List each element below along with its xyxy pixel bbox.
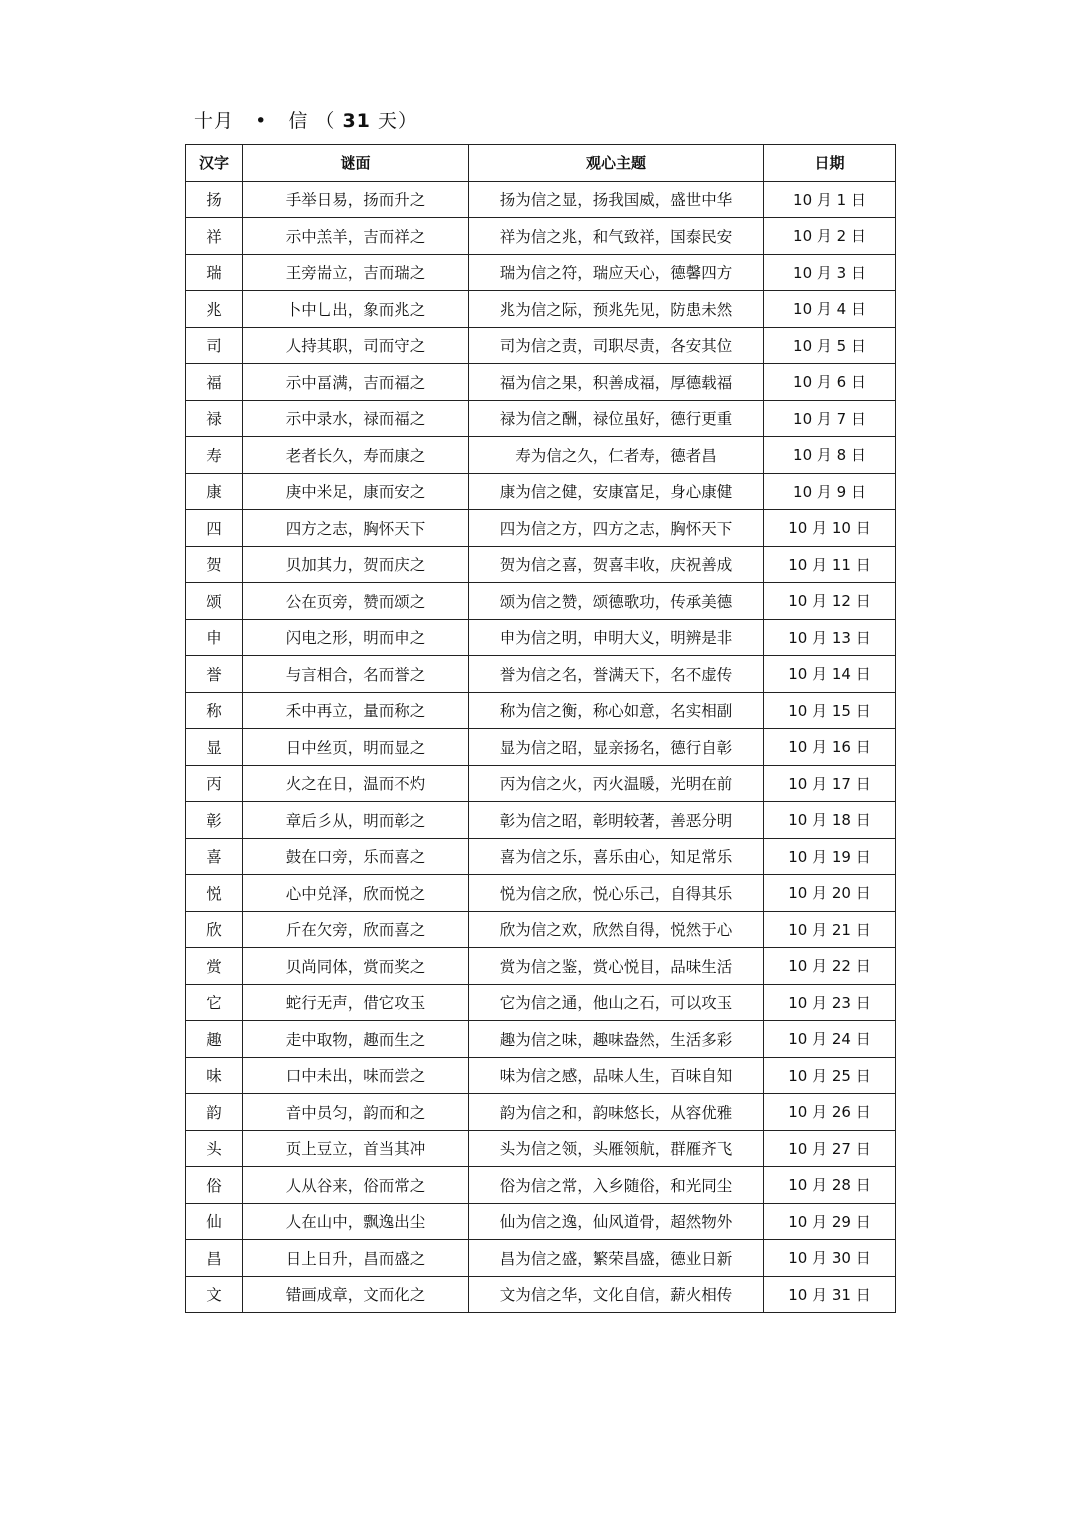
cell-riddle: 庚中米足，康而安之 [243, 473, 469, 510]
cell-date: 10 月 16 日 [764, 729, 896, 766]
cell-theme: 丙为信之火，丙火温暖，光明在前 [469, 765, 764, 802]
cell-character: 俗 [186, 1167, 243, 1204]
table-row [186, 1203, 896, 1240]
cell-theme: 昌为信之盛，繁荣昌盛，德业日新 [469, 1240, 764, 1277]
cell-date: 10 月 28 日 [764, 1167, 896, 1204]
cell-date: 10 月 17 日 [764, 765, 896, 802]
cell-character: 兆 [186, 291, 243, 328]
cell-theme: 俗为信之常，入乡随俗，和光同尘 [469, 1167, 764, 1204]
table-row [186, 400, 896, 437]
table-row [186, 254, 896, 291]
cell-riddle: 人从谷来，俗而常之 [243, 1167, 469, 1204]
cell-theme: 禄为信之酬，禄位虽好，德行更重 [469, 400, 764, 437]
cell-character: 味 [186, 1057, 243, 1094]
cell-riddle: 示中羔羊，吉而祥之 [243, 218, 469, 255]
cell-date: 10 月 14 日 [764, 656, 896, 693]
cell-date: 10 月 7 日 [764, 400, 896, 437]
title-open-paren: （ [315, 110, 336, 132]
header-date: 日期 [764, 145, 896, 182]
cell-character: 头 [186, 1130, 243, 1167]
cell-theme: 仙为信之逸，仙风道骨，超然物外 [469, 1203, 764, 1240]
cell-date: 10 月 1 日 [764, 181, 896, 218]
cell-theme: 欣为信之欢，欣然自得，悦然于心 [469, 911, 764, 948]
cell-character: 彰 [186, 802, 243, 839]
cell-character: 扬 [186, 181, 243, 218]
table-row [186, 546, 896, 583]
cell-riddle: 老者长久，寿而康之 [243, 437, 469, 474]
title-theme-char: 信 [288, 110, 309, 132]
cell-theme: 贺为信之喜，贺喜丰收，庆祝善成 [469, 546, 764, 583]
cell-riddle: 人在山中，飘逸出尘 [243, 1203, 469, 1240]
cell-date: 10 月 13 日 [764, 619, 896, 656]
table-body [186, 181, 896, 1313]
cell-character: 仙 [186, 1203, 243, 1240]
cell-character: 显 [186, 729, 243, 766]
table-row [186, 875, 896, 912]
cell-character: 祥 [186, 218, 243, 255]
cell-riddle: 贝尚同体，赏而奖之 [243, 948, 469, 985]
cell-date: 10 月 5 日 [764, 327, 896, 364]
table-row [186, 473, 896, 510]
cell-riddle: 闪电之形，明而申之 [243, 619, 469, 656]
table-row [186, 802, 896, 839]
cell-theme: 趣为信之味，趣味盎然，生活多彩 [469, 1021, 764, 1058]
cell-character: 欣 [186, 911, 243, 948]
table-row [186, 984, 896, 1021]
cell-date: 10 月 27 日 [764, 1130, 896, 1167]
cell-theme: 头为信之领，头雁领航，群雁齐飞 [469, 1130, 764, 1167]
table-row [186, 765, 896, 802]
table-row [186, 1094, 896, 1131]
cell-riddle: 日上日升，昌而盛之 [243, 1240, 469, 1277]
cell-riddle: 错画成章，文而化之 [243, 1276, 469, 1313]
cell-date: 10 月 10 日 [764, 510, 896, 547]
table-row [186, 437, 896, 474]
cell-theme: 司为信之责，司职尽责，各安其位 [469, 327, 764, 364]
cell-riddle: 禾中再立，量而称之 [243, 692, 469, 729]
cell-date: 10 月 12 日 [764, 583, 896, 620]
cell-date: 10 月 18 日 [764, 802, 896, 839]
cell-riddle: 手举日易，扬而升之 [243, 181, 469, 218]
cell-theme: 赏为信之鉴，赏心悦目，品味生活 [469, 948, 764, 985]
cell-character: 它 [186, 984, 243, 1021]
cell-date: 10 月 9 日 [764, 473, 896, 510]
cell-date: 10 月 24 日 [764, 1021, 896, 1058]
cell-theme: 颂为信之赞，颂德歌功，传承美德 [469, 583, 764, 620]
cell-character: 悦 [186, 875, 243, 912]
cell-theme: 味为信之感，品味人生，百味自知 [469, 1057, 764, 1094]
cell-theme: 它为信之通，他山之石，可以攻玉 [469, 984, 764, 1021]
title-days-number: 31 [342, 110, 371, 132]
page-title [194, 106, 418, 136]
table-row [186, 583, 896, 620]
cell-character: 趣 [186, 1021, 243, 1058]
cell-riddle: 人持其职，司而守之 [243, 327, 469, 364]
table-row [186, 948, 896, 985]
cell-theme: 悦为信之欣，悦心乐己，自得其乐 [469, 875, 764, 912]
table-row [186, 1240, 896, 1277]
title-days-unit: 天） [377, 110, 418, 132]
cell-character: 誉 [186, 656, 243, 693]
cell-date: 10 月 26 日 [764, 1094, 896, 1131]
title-separator: • [255, 110, 268, 132]
cell-date: 10 月 31 日 [764, 1276, 896, 1313]
table-row [186, 729, 896, 766]
header-riddle: 谜面 [243, 145, 469, 182]
title-month: 十月 [194, 110, 235, 132]
table-row [186, 510, 896, 547]
cell-date: 10 月 23 日 [764, 984, 896, 1021]
cell-date: 10 月 30 日 [764, 1240, 896, 1277]
cell-date: 10 月 11 日 [764, 546, 896, 583]
cell-riddle: 卜中乚出，象而兆之 [243, 291, 469, 328]
table-row [186, 1130, 896, 1167]
cell-date: 10 月 3 日 [764, 254, 896, 291]
cell-date: 10 月 29 日 [764, 1203, 896, 1240]
cell-date: 10 月 2 日 [764, 218, 896, 255]
table-row [186, 656, 896, 693]
table-row [186, 1057, 896, 1094]
cell-riddle: 示中畐满，吉而福之 [243, 364, 469, 401]
cell-riddle: 页上豆立，首当其冲 [243, 1130, 469, 1167]
cell-character: 禄 [186, 400, 243, 437]
cell-character: 昌 [186, 1240, 243, 1277]
table-row [186, 619, 896, 656]
table-row [186, 1021, 896, 1058]
cell-riddle: 王旁耑立，吉而瑞之 [243, 254, 469, 291]
cell-riddle: 斤在欠旁，欣而喜之 [243, 911, 469, 948]
cell-character: 丙 [186, 765, 243, 802]
cell-character: 申 [186, 619, 243, 656]
table-row [186, 364, 896, 401]
cell-riddle: 心中兑泽，欣而悦之 [243, 875, 469, 912]
cell-character: 颂 [186, 583, 243, 620]
cell-riddle: 蛇行无声，借它攻玉 [243, 984, 469, 1021]
cell-theme: 申为信之明，申明大义，明辨是非 [469, 619, 764, 656]
cell-riddle: 日中丝页，明而显之 [243, 729, 469, 766]
cell-date: 10 月 22 日 [764, 948, 896, 985]
table-row [186, 181, 896, 218]
table-row [186, 911, 896, 948]
cell-date: 10 月 6 日 [764, 364, 896, 401]
header-character: 汉字 [186, 145, 243, 182]
cell-character: 韵 [186, 1094, 243, 1131]
cell-theme: 彰为信之昭，彰明较著，善恶分明 [469, 802, 764, 839]
cell-character: 四 [186, 510, 243, 547]
cell-theme: 韵为信之和，韵味悠长，从容优雅 [469, 1094, 764, 1131]
cell-theme: 扬为信之显，扬我国威，盛世中华 [469, 181, 764, 218]
cell-theme: 兆为信之际，预兆先见，防患未然 [469, 291, 764, 328]
header-theme: 观心主题 [469, 145, 764, 182]
cell-riddle: 鼓在口旁，乐而喜之 [243, 838, 469, 875]
cell-date: 10 月 21 日 [764, 911, 896, 948]
cell-theme: 文为信之华，文化自信，薪火相传 [469, 1276, 764, 1313]
cell-riddle: 四方之志，胸怀天下 [243, 510, 469, 547]
table-row [186, 291, 896, 328]
cell-character: 司 [186, 327, 243, 364]
cell-riddle: 走中取物，趣而生之 [243, 1021, 469, 1058]
cell-character: 贺 [186, 546, 243, 583]
table-row [186, 327, 896, 364]
table-row [186, 218, 896, 255]
cell-theme: 誉为信之名，誉满天下，名不虚传 [469, 656, 764, 693]
cell-theme: 祥为信之兆，和气致祥，国泰民安 [469, 218, 764, 255]
cell-date: 10 月 20 日 [764, 875, 896, 912]
cell-character: 康 [186, 473, 243, 510]
cell-riddle: 贝加其力，贺而庆之 [243, 546, 469, 583]
cell-theme: 康为信之健，安康富足，身心康健 [469, 473, 764, 510]
table-row [186, 1167, 896, 1204]
table-header-row [186, 145, 896, 182]
cell-character: 寿 [186, 437, 243, 474]
cell-riddle: 与言相合，名而誉之 [243, 656, 469, 693]
cell-riddle: 公在页旁，赞而颂之 [243, 583, 469, 620]
cell-riddle: 音中员匀，韵而和之 [243, 1094, 469, 1131]
cell-theme: 显为信之昭，显亲扬名，德行自彰 [469, 729, 764, 766]
cell-riddle: 示中录水，禄而福之 [243, 400, 469, 437]
cell-theme: 称为信之衡，称心如意，名实相副 [469, 692, 764, 729]
table-row [186, 838, 896, 875]
cell-character: 称 [186, 692, 243, 729]
cell-riddle: 章后彡从，明而彰之 [243, 802, 469, 839]
cell-theme: 福为信之果，积善成福，厚德载福 [469, 364, 764, 401]
october-calendar-table [185, 144, 896, 1313]
cell-theme: 喜为信之乐，喜乐由心，知足常乐 [469, 838, 764, 875]
cell-riddle: 口中未出，味而尝之 [243, 1057, 469, 1094]
cell-character: 文 [186, 1276, 243, 1313]
cell-character: 福 [186, 364, 243, 401]
cell-date: 10 月 15 日 [764, 692, 896, 729]
cell-character: 喜 [186, 838, 243, 875]
cell-theme: 四为信之方，四方之志，胸怀天下 [469, 510, 764, 547]
cell-date: 10 月 19 日 [764, 838, 896, 875]
cell-date: 10 月 4 日 [764, 291, 896, 328]
cell-riddle: 火之在日，温而不灼 [243, 765, 469, 802]
cell-theme: 瑞为信之符，瑞应天心，德馨四方 [469, 254, 764, 291]
cell-date: 10 月 25 日 [764, 1057, 896, 1094]
cell-date: 10 月 8 日 [764, 437, 896, 474]
cell-character: 赏 [186, 948, 243, 985]
table-row [186, 1276, 896, 1313]
cell-theme: 寿为信之久，仁者寿，德者昌 [469, 437, 764, 474]
cell-character: 瑞 [186, 254, 243, 291]
table-row [186, 692, 896, 729]
